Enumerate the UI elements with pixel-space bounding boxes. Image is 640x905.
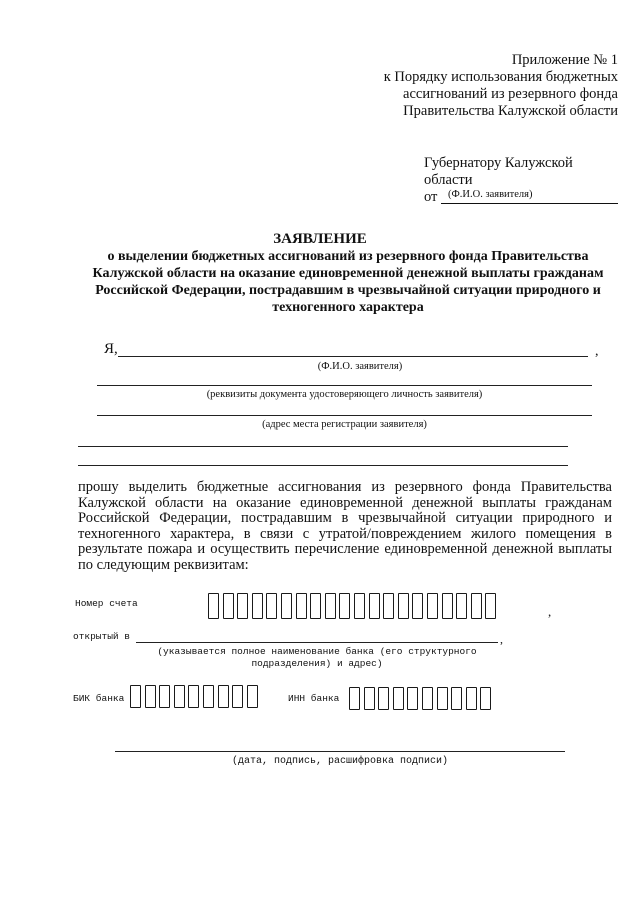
request-paragraph: прошу выделить бюджетные ассигнования из резервного фонда Правительства Калужской области на оказание единовременной денежной выплаты гражданам Российской Федерации, пострадавшим в чрезвычайной ситуации природного и техногенного характера, в связи с утратой/повреждением жилого помещения в результате пожара и осуществить перечисление единовременной денежной выплаты по следующим реквизитам:	[78, 479, 612, 573]
inn-digit-box[interactable]	[349, 687, 360, 710]
inn-digit-box[interactable]	[364, 687, 375, 710]
bank-name-caption-line: подразделения) и адрес)	[251, 658, 383, 669]
addressee-from-prefix: от	[424, 189, 438, 205]
account-comma: ,	[548, 604, 552, 619]
appendix-line: ассигнований из резервного фонда	[403, 86, 618, 102]
account-digit-box[interactable]	[456, 593, 467, 619]
from-caption: (Ф.И.О. заявителя)	[448, 189, 533, 200]
opened-in-comma: ,	[500, 632, 503, 646]
inn-digit-box[interactable]	[407, 687, 418, 710]
account-digit-box[interactable]	[208, 593, 219, 619]
inn-label: ИНН банка	[288, 693, 340, 704]
inn-digit-box[interactable]	[393, 687, 404, 710]
account-number-boxes[interactable]	[208, 593, 500, 619]
appendix-line: к Порядку использования бюджетных	[383, 69, 618, 85]
account-digit-box[interactable]	[237, 593, 248, 619]
account-digit-box[interactable]	[223, 593, 234, 619]
bik-digit-box[interactable]	[188, 685, 199, 708]
account-digit-box[interactable]	[383, 593, 394, 619]
account-digit-box[interactable]	[485, 593, 496, 619]
bik-label: БИК банка	[73, 693, 125, 704]
appendix-header	[384, 52, 618, 120]
address-extra-line-1[interactable]	[78, 446, 568, 447]
applicant-comma: ,	[595, 344, 599, 359]
signature-field[interactable]	[115, 751, 565, 752]
account-digit-box[interactable]	[339, 593, 350, 619]
applicant-prefix: Я,	[104, 341, 118, 357]
appendix-line: Правительства Калужской области	[403, 103, 618, 119]
bik-digit-box[interactable]	[130, 685, 141, 708]
bik-digit-box[interactable]	[247, 685, 258, 708]
opened-in-label: открытый в	[73, 631, 131, 642]
account-digit-box[interactable]	[442, 593, 453, 619]
applicant-name-field[interactable]	[441, 203, 618, 204]
registration-address-caption: (адрес места регистрации заявителя)	[262, 419, 427, 430]
inn-digit-box[interactable]	[437, 687, 448, 710]
account-digit-box[interactable]	[471, 593, 482, 619]
account-number-label: Номер счета	[75, 598, 138, 609]
inn-digit-box[interactable]	[480, 687, 491, 710]
account-digit-box[interactable]	[281, 593, 292, 619]
document-title: ЗАЯВЛЕНИЕ	[273, 231, 367, 247]
inn-boxes[interactable]	[349, 687, 495, 710]
account-digit-box[interactable]	[369, 593, 380, 619]
identity-document-caption: (реквизиты документа удостоверяющего личность заявителя)	[206, 389, 483, 400]
inn-digit-box[interactable]	[466, 687, 477, 710]
bik-digit-box[interactable]	[218, 685, 229, 708]
address-extra-line-2[interactable]	[78, 465, 568, 466]
bik-boxes[interactable]	[130, 685, 261, 708]
account-digit-box[interactable]	[354, 593, 365, 619]
bik-digit-box[interactable]	[159, 685, 170, 708]
bank-name-caption-line: (указывается полное наименование банка (его структурного	[157, 646, 477, 657]
signature-caption: (дата, подпись, расшифровка подписи)	[231, 756, 449, 767]
inn-digit-box[interactable]	[451, 687, 462, 710]
bik-digit-box[interactable]	[232, 685, 243, 708]
inn-digit-box[interactable]	[378, 687, 389, 710]
account-digit-box[interactable]	[398, 593, 409, 619]
document-subtitle: о выделении бюджетных ассигнований из резервного фонда Правительства Калужской области на оказание единовременной денежной выплаты гражданам Российской Федерации, пострадавшим в чрезвычайной ситуации природного и техногенного характера	[92, 249, 604, 315]
bik-digit-box[interactable]	[174, 685, 185, 708]
bik-digit-box[interactable]	[203, 685, 214, 708]
bank-name-field[interactable]	[136, 642, 498, 643]
registration-address-field[interactable]	[97, 415, 592, 416]
account-digit-box[interactable]	[252, 593, 263, 619]
appendix-line: Приложение № 1	[511, 52, 618, 68]
bik-digit-box[interactable]	[145, 685, 156, 708]
account-digit-box[interactable]	[310, 593, 321, 619]
account-digit-box[interactable]	[296, 593, 307, 619]
addressee-to: Губернатору Калужской области	[424, 155, 573, 188]
inn-digit-box[interactable]	[422, 687, 433, 710]
identity-document-field[interactable]	[97, 385, 592, 386]
account-digit-box[interactable]	[427, 593, 438, 619]
applicant-fio-field[interactable]	[118, 356, 588, 357]
fio-caption: (Ф.И.О. заявителя)	[317, 361, 403, 372]
account-digit-box[interactable]	[266, 593, 277, 619]
bank-name-caption	[136, 646, 498, 670]
account-digit-box[interactable]	[325, 593, 336, 619]
account-digit-box[interactable]	[412, 593, 423, 619]
